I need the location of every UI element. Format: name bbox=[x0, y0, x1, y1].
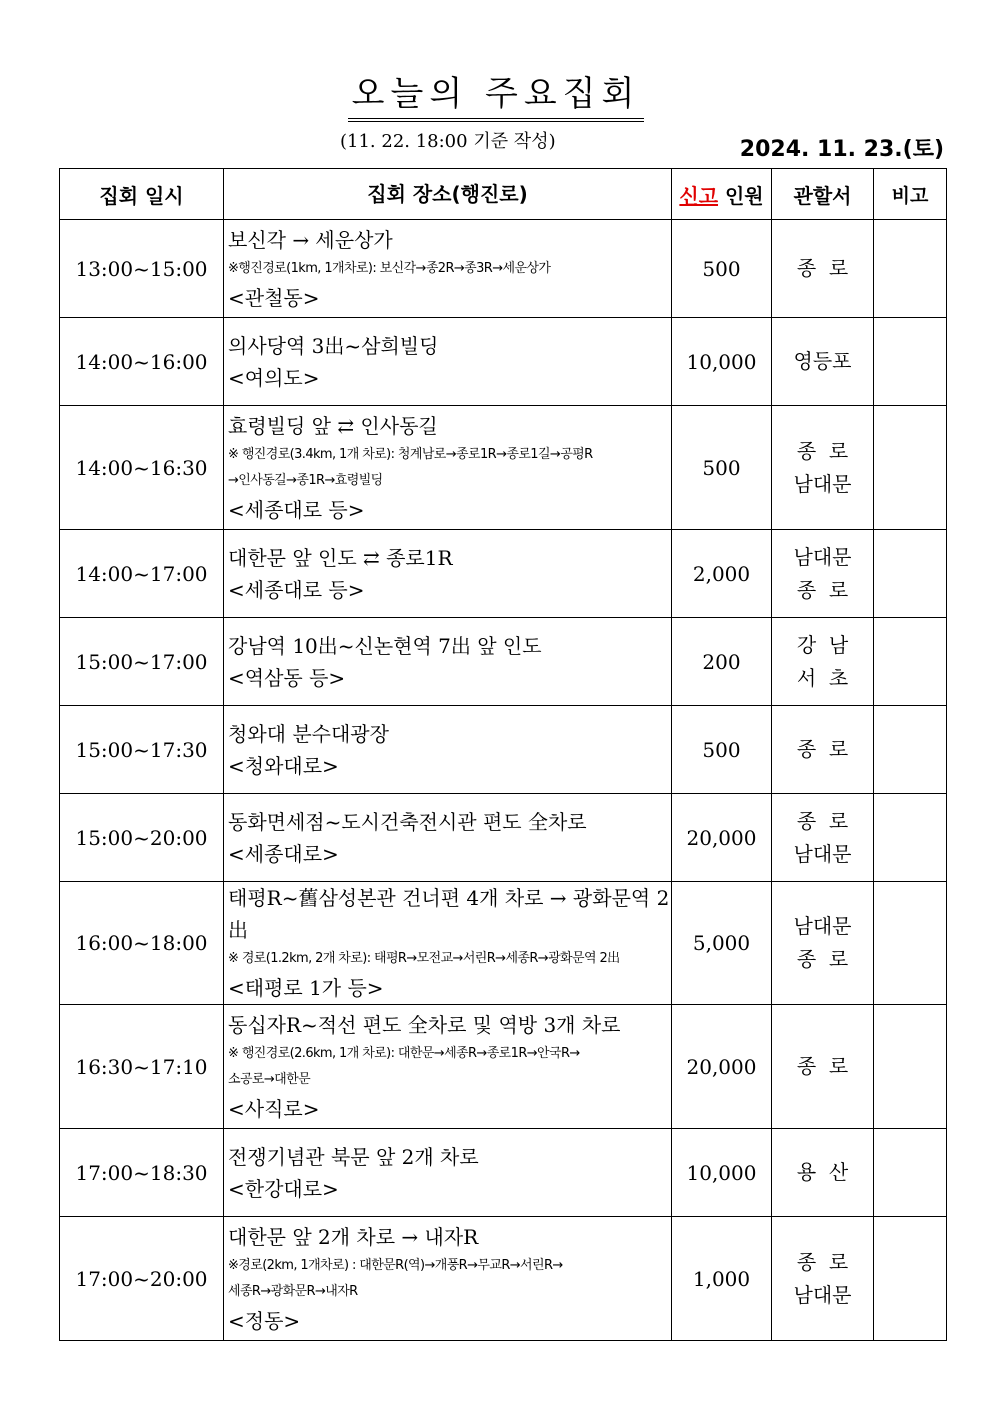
table-row bbox=[60, 882, 947, 1005]
jurisdiction-station: 종 로 bbox=[796, 577, 849, 602]
page-title bbox=[0, 72, 992, 122]
table-row bbox=[60, 318, 947, 406]
rally-people: 500 bbox=[672, 706, 772, 794]
rally-place bbox=[224, 882, 672, 1005]
rally-people: 10,000 bbox=[672, 1129, 772, 1217]
rally-time: 16:30~17:10 bbox=[60, 1005, 224, 1129]
rally-jurisdiction bbox=[772, 882, 874, 1005]
rally-area: <한강대로> bbox=[228, 1176, 339, 1201]
rally-place-main: 의사당역 3出~삼희빌딩 bbox=[228, 333, 439, 358]
jurisdiction-station: 서 초 bbox=[796, 665, 849, 690]
rally-people: 500 bbox=[672, 406, 772, 530]
rally-place-main: 보신각 → 세운상가 bbox=[228, 227, 393, 252]
rally-place-main: 효령빌딩 앞 ⇄ 인사동길 bbox=[228, 413, 438, 438]
rally-place bbox=[224, 1005, 672, 1129]
rally-place-main: 대한문 앞 인도 ⇄ 종로1R bbox=[228, 545, 453, 570]
rally-note bbox=[874, 882, 947, 1005]
rally-area: <사직로> bbox=[228, 1096, 320, 1121]
rally-people: 5,000 bbox=[672, 882, 772, 1005]
rally-time: 17:00~20:00 bbox=[60, 1217, 224, 1341]
rally-route: ※ 행진경로(2.6km, 1개 차로): 대한문→세종R→종로1R→안국R→ 소공로→대한문 bbox=[228, 1045, 580, 1087]
rally-people: 200 bbox=[672, 618, 772, 706]
header-people-reported: 신고 bbox=[679, 183, 719, 208]
jurisdiction-station: 종 로 bbox=[796, 256, 849, 280]
rally-route: ※행진경로(1km, 1개차로): 보신각→종2R→종3R→세운상가 bbox=[228, 260, 551, 276]
rally-note bbox=[874, 406, 947, 530]
table-row bbox=[60, 1005, 947, 1129]
document-date: 2024. 11. 23.(토) bbox=[739, 137, 944, 162]
rally-note bbox=[874, 220, 947, 318]
jurisdiction-station: 영등포 bbox=[793, 349, 852, 373]
rally-place bbox=[224, 1217, 672, 1341]
rally-route: ※경로(2km, 1개차로) : 대한문R(역)→개풍R→무교R→서린R→ 세종R→광화문R→내자R bbox=[228, 1257, 563, 1299]
rally-note bbox=[874, 530, 947, 618]
page-subtitle: (11. 22. 18:00 기준 작성) bbox=[340, 131, 556, 152]
table-row bbox=[60, 1129, 947, 1217]
jurisdiction-station: 종 로 bbox=[796, 1054, 849, 1078]
rally-place bbox=[224, 406, 672, 530]
rally-area: <역삼동 등> bbox=[228, 665, 346, 690]
jurisdiction-station: 강 남 bbox=[796, 632, 849, 657]
rally-jurisdiction bbox=[772, 530, 874, 618]
rally-people: 20,000 bbox=[672, 1005, 772, 1129]
rally-place-main: 동화면세점~도시건축전시관 편도 全차로 bbox=[228, 809, 587, 834]
rally-place-main: 동십자R~적선 편도 全차로 및 역방 3개 차로 bbox=[228, 1012, 621, 1037]
header-note: 비고 bbox=[874, 169, 947, 220]
rally-place bbox=[224, 530, 672, 618]
rally-place-main: 청와대 분수대광장 bbox=[228, 721, 389, 746]
rally-jurisdiction bbox=[772, 618, 874, 706]
table-row bbox=[60, 1217, 947, 1341]
table-header-row bbox=[60, 169, 947, 220]
jurisdiction-station: 남대문 bbox=[793, 471, 852, 496]
rally-jurisdiction bbox=[772, 220, 874, 318]
rally-area: <세종대로> bbox=[228, 841, 339, 866]
rally-time: 14:00~16:00 bbox=[60, 318, 224, 406]
rally-note bbox=[874, 318, 947, 406]
rally-jurisdiction bbox=[772, 318, 874, 406]
table-row bbox=[60, 618, 947, 706]
header-place: 집회 장소(행진로) bbox=[224, 169, 672, 220]
jurisdiction-station: 종 로 bbox=[796, 1249, 849, 1274]
rally-time: 15:00~17:30 bbox=[60, 706, 224, 794]
rally-area: <태평로 1가 등> bbox=[228, 976, 384, 1000]
rally-place-main: 대한문 앞 2개 차로 → 내자R bbox=[228, 1224, 479, 1249]
rally-note bbox=[874, 1129, 947, 1217]
rally-area: <청와대로> bbox=[228, 753, 339, 778]
rally-note bbox=[874, 1005, 947, 1129]
header-people-count: 인원 bbox=[718, 183, 764, 208]
rally-people: 2,000 bbox=[672, 530, 772, 618]
rally-place bbox=[224, 318, 672, 406]
table-body bbox=[60, 220, 947, 1341]
rally-area: <여의도> bbox=[228, 365, 320, 390]
jurisdiction-station: 남대문 bbox=[793, 914, 852, 938]
rally-jurisdiction bbox=[772, 406, 874, 530]
header-time: 집회 일시 bbox=[60, 169, 224, 220]
rally-people: 1,000 bbox=[672, 1217, 772, 1341]
rally-time: 15:00~20:00 bbox=[60, 794, 224, 882]
rally-people: 500 bbox=[672, 220, 772, 318]
jurisdiction-station: 남대문 bbox=[793, 544, 852, 569]
jurisdiction-station: 남대문 bbox=[793, 841, 852, 866]
rally-place bbox=[224, 706, 672, 794]
rally-jurisdiction bbox=[772, 1005, 874, 1129]
rally-note bbox=[874, 618, 947, 706]
header-jurisdiction: 관할서 bbox=[772, 169, 874, 220]
rally-area: <세종대로 등> bbox=[228, 577, 365, 602]
jurisdiction-station: 종 로 bbox=[796, 737, 849, 761]
rally-area: <정동> bbox=[228, 1308, 301, 1333]
jurisdiction-station: 종 로 bbox=[796, 808, 849, 833]
rally-place-main: 강남역 10出~신논현역 7出 앞 인도 bbox=[228, 633, 542, 658]
jurisdiction-station: 종 로 bbox=[796, 438, 849, 463]
rally-note bbox=[874, 1217, 947, 1341]
rally-place-main: 태평R~舊삼성본관 건너편 4개 차로 → 광화문역 2出 bbox=[228, 886, 670, 942]
rally-jurisdiction bbox=[772, 794, 874, 882]
rally-jurisdiction bbox=[772, 1129, 874, 1217]
rally-route: ※ 행진경로(3.4km, 1개 차로): 청계남로→종로1R→종로1길→공평R →인사동길→종1R→효령빌딩 bbox=[228, 446, 593, 488]
rally-note bbox=[874, 706, 947, 794]
rally-jurisdiction bbox=[772, 706, 874, 794]
rally-time: 14:00~17:00 bbox=[60, 530, 224, 618]
table-row bbox=[60, 406, 947, 530]
rally-schedule-table bbox=[59, 168, 947, 1341]
table-row bbox=[60, 794, 947, 882]
jurisdiction-station: 용 산 bbox=[796, 1160, 849, 1184]
table-row bbox=[60, 706, 947, 794]
rally-place-main: 전쟁기념관 북문 앞 2개 차로 bbox=[228, 1144, 479, 1169]
rally-time: 15:00~17:00 bbox=[60, 618, 224, 706]
rally-route: ※ 경로(1.2km, 2개 차로): 태평R→모전교→서린R→세종R→광화문역 2出 bbox=[228, 951, 620, 966]
rally-time: 16:00~18:00 bbox=[60, 882, 224, 1005]
rally-area: <세종대로 등> bbox=[228, 497, 365, 522]
rally-time: 13:00~15:00 bbox=[60, 220, 224, 318]
rally-time: 17:00~18:30 bbox=[60, 1129, 224, 1217]
rally-place bbox=[224, 220, 672, 318]
rally-time: 14:00~16:30 bbox=[60, 406, 224, 530]
jurisdiction-station: 종 로 bbox=[796, 947, 849, 971]
jurisdiction-station: 남대문 bbox=[793, 1282, 852, 1307]
header-people bbox=[672, 169, 772, 220]
rally-people: 10,000 bbox=[672, 318, 772, 406]
rally-people: 20,000 bbox=[672, 794, 772, 882]
table-row bbox=[60, 220, 947, 318]
rally-jurisdiction bbox=[772, 1217, 874, 1341]
table-row bbox=[60, 530, 947, 618]
rally-note bbox=[874, 794, 947, 882]
rally-place bbox=[224, 618, 672, 706]
page-title-text: 오늘의 주요집회 bbox=[348, 72, 645, 122]
rally-place bbox=[224, 1129, 672, 1217]
rally-place bbox=[224, 794, 672, 882]
rally-area: <관철동> bbox=[228, 285, 320, 310]
